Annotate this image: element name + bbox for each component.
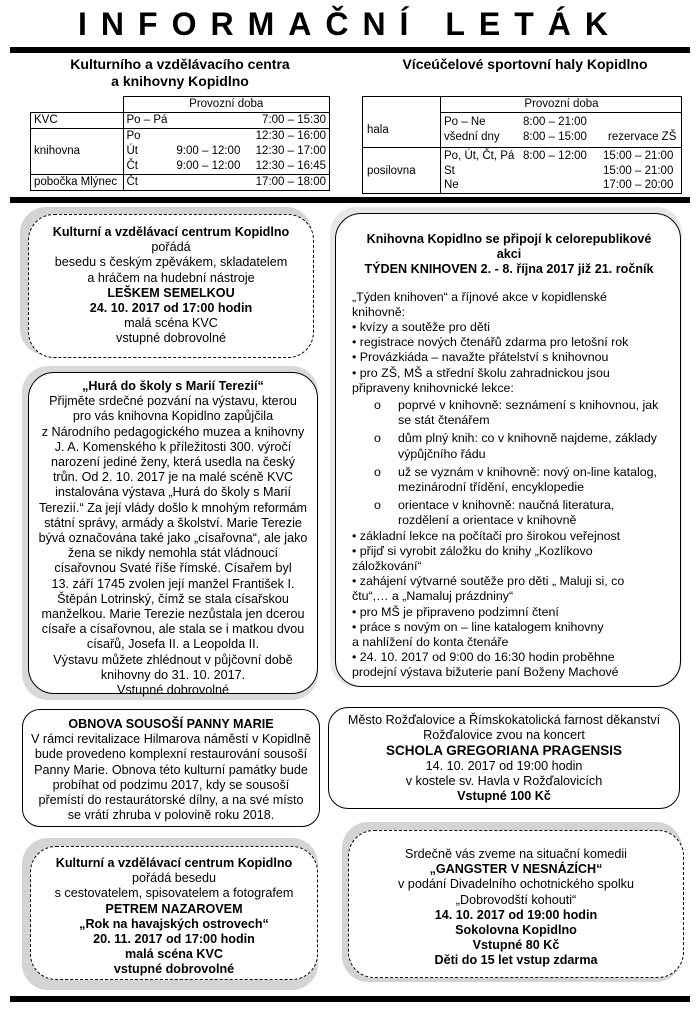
- left-header-line2: a knihovny Kopidlno: [111, 73, 249, 89]
- terezie-line: pro vás knihovna Kopidlno zapůjčila: [72, 409, 274, 424]
- terezie-line: knihovny do 31. 10. 2017.: [100, 667, 246, 682]
- terezie-line: státní správy, armády a školství. Marie Terezie: [44, 515, 302, 530]
- terezie-line: instalována výstava „Hurá do školy s Marií: [55, 485, 291, 500]
- sousosi-line: přemístí do restaurátorské dílny, a na své místo: [38, 793, 304, 808]
- schola-box: Město Rožďalovice a Římskokatolická farnost děkanství Rožďalovice zvou na koncert SCHOLA GREGORIANA PRAGENSIS 14. 10. 2017 od 19:00 hodin v kostele sv. Havla v Rožďalovicích Vstupné 100 Kč: [328, 707, 680, 809]
- library-week-box: Knihovna Kopidlno se připojí k celorepublikové akci TÝDEN KNIHOVEN 2. - 8. října 2017 již 21. ročník „Týden knihoven“ a říjnové akce v kopidlenské knihovně: • kvízy a soutěže pro děti • registrace nových čtenářů zdarma pro letošní rok • Provázkiáda – navažte přátelství s knihovnou • pro ZŠ, MŠ a střední školu zahradnickou jsou připraveny knihovnické lekce: o poprvé v knihovně: seznámení s knihovnou, jak se stát čtenářem o dům plný knih: co v knihovně najdeme, základy výpůjčního řádu o už se vyznám v knihovně: nový on-line katalog, mezinárodní třídění, encyklopedie o orientace v knihovně: naučná literatura, rozdělení a orientace v knihovně • základní lekce na počítači pro širokou veřejnost • přijď si vyrobit záložku do knihy „Kozlíkovo záložkování“ • zahájení výtvarné soutěže pro děti „ Maluji si, co čtu“,… a „Namaluj prázdniny“ • pro MŠ je připraveno podzimní čtení • práce s novým on – line katalogem knihovny a nahlížení do konta čtenáře • 24. 10. 2017 od 9:00 do 16:30 hodin proběhne prodejní výstava bižuterie paní Boženy Machové: [335, 213, 681, 687]
- hala-label: hala: [367, 124, 389, 136]
- terezie-text: [29, 394, 317, 698]
- terezie-title: „Hurá do školy s Marií Terezií“: [82, 379, 264, 393]
- page-title: INFORMAČNÍ LETÁK: [78, 6, 622, 42]
- sousosi-box: OBNOVA SOUSOŠÍ PANNY MARIE V rámci revitalizace Hilmarova náměstí v Kopidlně bude provedeno komplexní restaurování sousoší Panny Marie. Obnova této kulturní památky bude probíhat od podzimu 2017, kdy se sousoší přemístí do restaurátorské dílny, a na své místo se vrátí zhruba v polovině roku 2018.: [22, 709, 320, 827]
- terezie-line: Výstavu můžete zhlédnout v půjčovní době: [53, 652, 293, 667]
- terezie-line: žena se nikdy nemohla stát vládnoucí: [67, 546, 279, 561]
- kvc-hours-table: Provozní doba KVC Po – Pá 7:00 – 15:30 knihovna Po 12:30 – 16:00 Út 9:00 – 12:00 12:30 – 17:00 Čt 9:00 – 12:00 12:30 – 16:45 pobočka Mlýnec Čt 17:00 – 18:00: [30, 96, 330, 191]
- sousosi-line: Panny Marie. Obnova této kulturní památky bude: [34, 762, 308, 777]
- gangster-box: Srdečně vás zveme na situační komedii „GANGSTER V NESNÁZÍCH“ v podání Divadelního ochotnického spolku „Dobrovodští kohouti“ 14. 10. 2017 od 19:00 hodin Sokolovna Kopidlno Vstupné 80 Kč Děti do 15 let vstup zdarma: [348, 830, 684, 978]
- sousosi-line: bude provedeno komplexní restaurování sousoší: [34, 747, 308, 762]
- terezie-line: 13. září 1745 zvolen její manžel František I.: [51, 576, 295, 591]
- hall-hours-table: Provozní doba hala Po – Ne 8:00 – 21:00 všední dny 8:00 – 15:00 rezervace ZŠ posilovna Po, Út, Čt, Pá 8:00 – 12:00 15:00 – 21:00 St 15:00 – 21:00 Ne 17:00 – 20:00: [362, 96, 682, 194]
- row-knihovna-place: knihovna: [31, 129, 124, 175]
- posilovna-label: posilovna: [367, 165, 416, 177]
- top-divider: [10, 47, 690, 53]
- terezie-line: Přijměte srdečné pozvání na výstavu, kterou: [49, 394, 297, 409]
- sousosi-line: probíhat od podzimu 2017, kdy se sousoší: [52, 777, 290, 792]
- terezie-exhibition-box: [28, 372, 318, 698]
- row-mlynec-place: pobočka Mlýnec: [31, 175, 124, 191]
- semelka-box: Kulturní a vzdělávací centrum Kopidlno pořádá besedu s českým zpěvákem, skladatelem a hráčem na hudební nástroje LEŠKEM SEMELKOU 24. 10. 2017 od 17:00 hodin malá scéna KVC vstupné dobrovolné: [28, 214, 314, 358]
- right-header: Víceúčelové sportovní haly Kopidlno: [402, 56, 648, 72]
- sousosi-line: V rámci revitalizace Hilmarova náměstí v Kopidlně: [31, 732, 311, 747]
- sousosi-text: [23, 732, 319, 823]
- terezie-line: Vstupné dobrovolné: [116, 683, 230, 698]
- terezie-line: císaře a císařovnou, ale stala se i matkou dvou: [41, 622, 305, 637]
- hours-caption: Provozní doba: [123, 97, 330, 113]
- terezie-line: trůn. Od 2. 10. 2017 je na malé scéně KVC: [52, 470, 294, 485]
- header-divider: [10, 197, 690, 203]
- bottom-divider: [10, 996, 690, 1002]
- terezie-line: Terezií.“ Za její vlády došlo k mnohým reformám: [38, 500, 308, 515]
- nazarov-box: Kulturní a vzdělávací centrum Kopidlno pořádá besedu s cestovatelem, spisovatelem a fotografem PETREM NAZAROVEM „Rok na havajských ostrovech“ 20. 11. 2017 od 17:00 hodin malá scéna KVC vstupné dobrovolné: [30, 846, 318, 980]
- terezie-line: J. A. Komenského k příležitosti 300. výročí: [54, 439, 292, 454]
- terezie-line: manželkou. Marie Terezie nezůstala jen dcerou: [41, 607, 305, 622]
- terezie-line: z Národního pedagogického muzea a knihovny: [41, 424, 305, 439]
- left-header: [40, 56, 320, 90]
- left-header-line1: Kulturního a vzdělávacího centra: [70, 56, 290, 72]
- terezie-line: Štěpán Lotrinský, čímž se stala císařskou: [57, 591, 289, 606]
- sousosi-line: se vrátí zhruba v polovině roku 2018.: [67, 808, 275, 823]
- terezie-line: císařovnou Svaté říše římské. Císařem byl: [54, 561, 292, 576]
- terezie-line: císařů, Josefa II. a Leopolda II.: [86, 637, 260, 652]
- terezie-line: bývá označována také jako „císařovna“, ale jako: [38, 531, 308, 546]
- terezie-line: narození jediné ženy, která usedla na český: [50, 455, 296, 470]
- row-kvc-place: KVC: [31, 113, 124, 129]
